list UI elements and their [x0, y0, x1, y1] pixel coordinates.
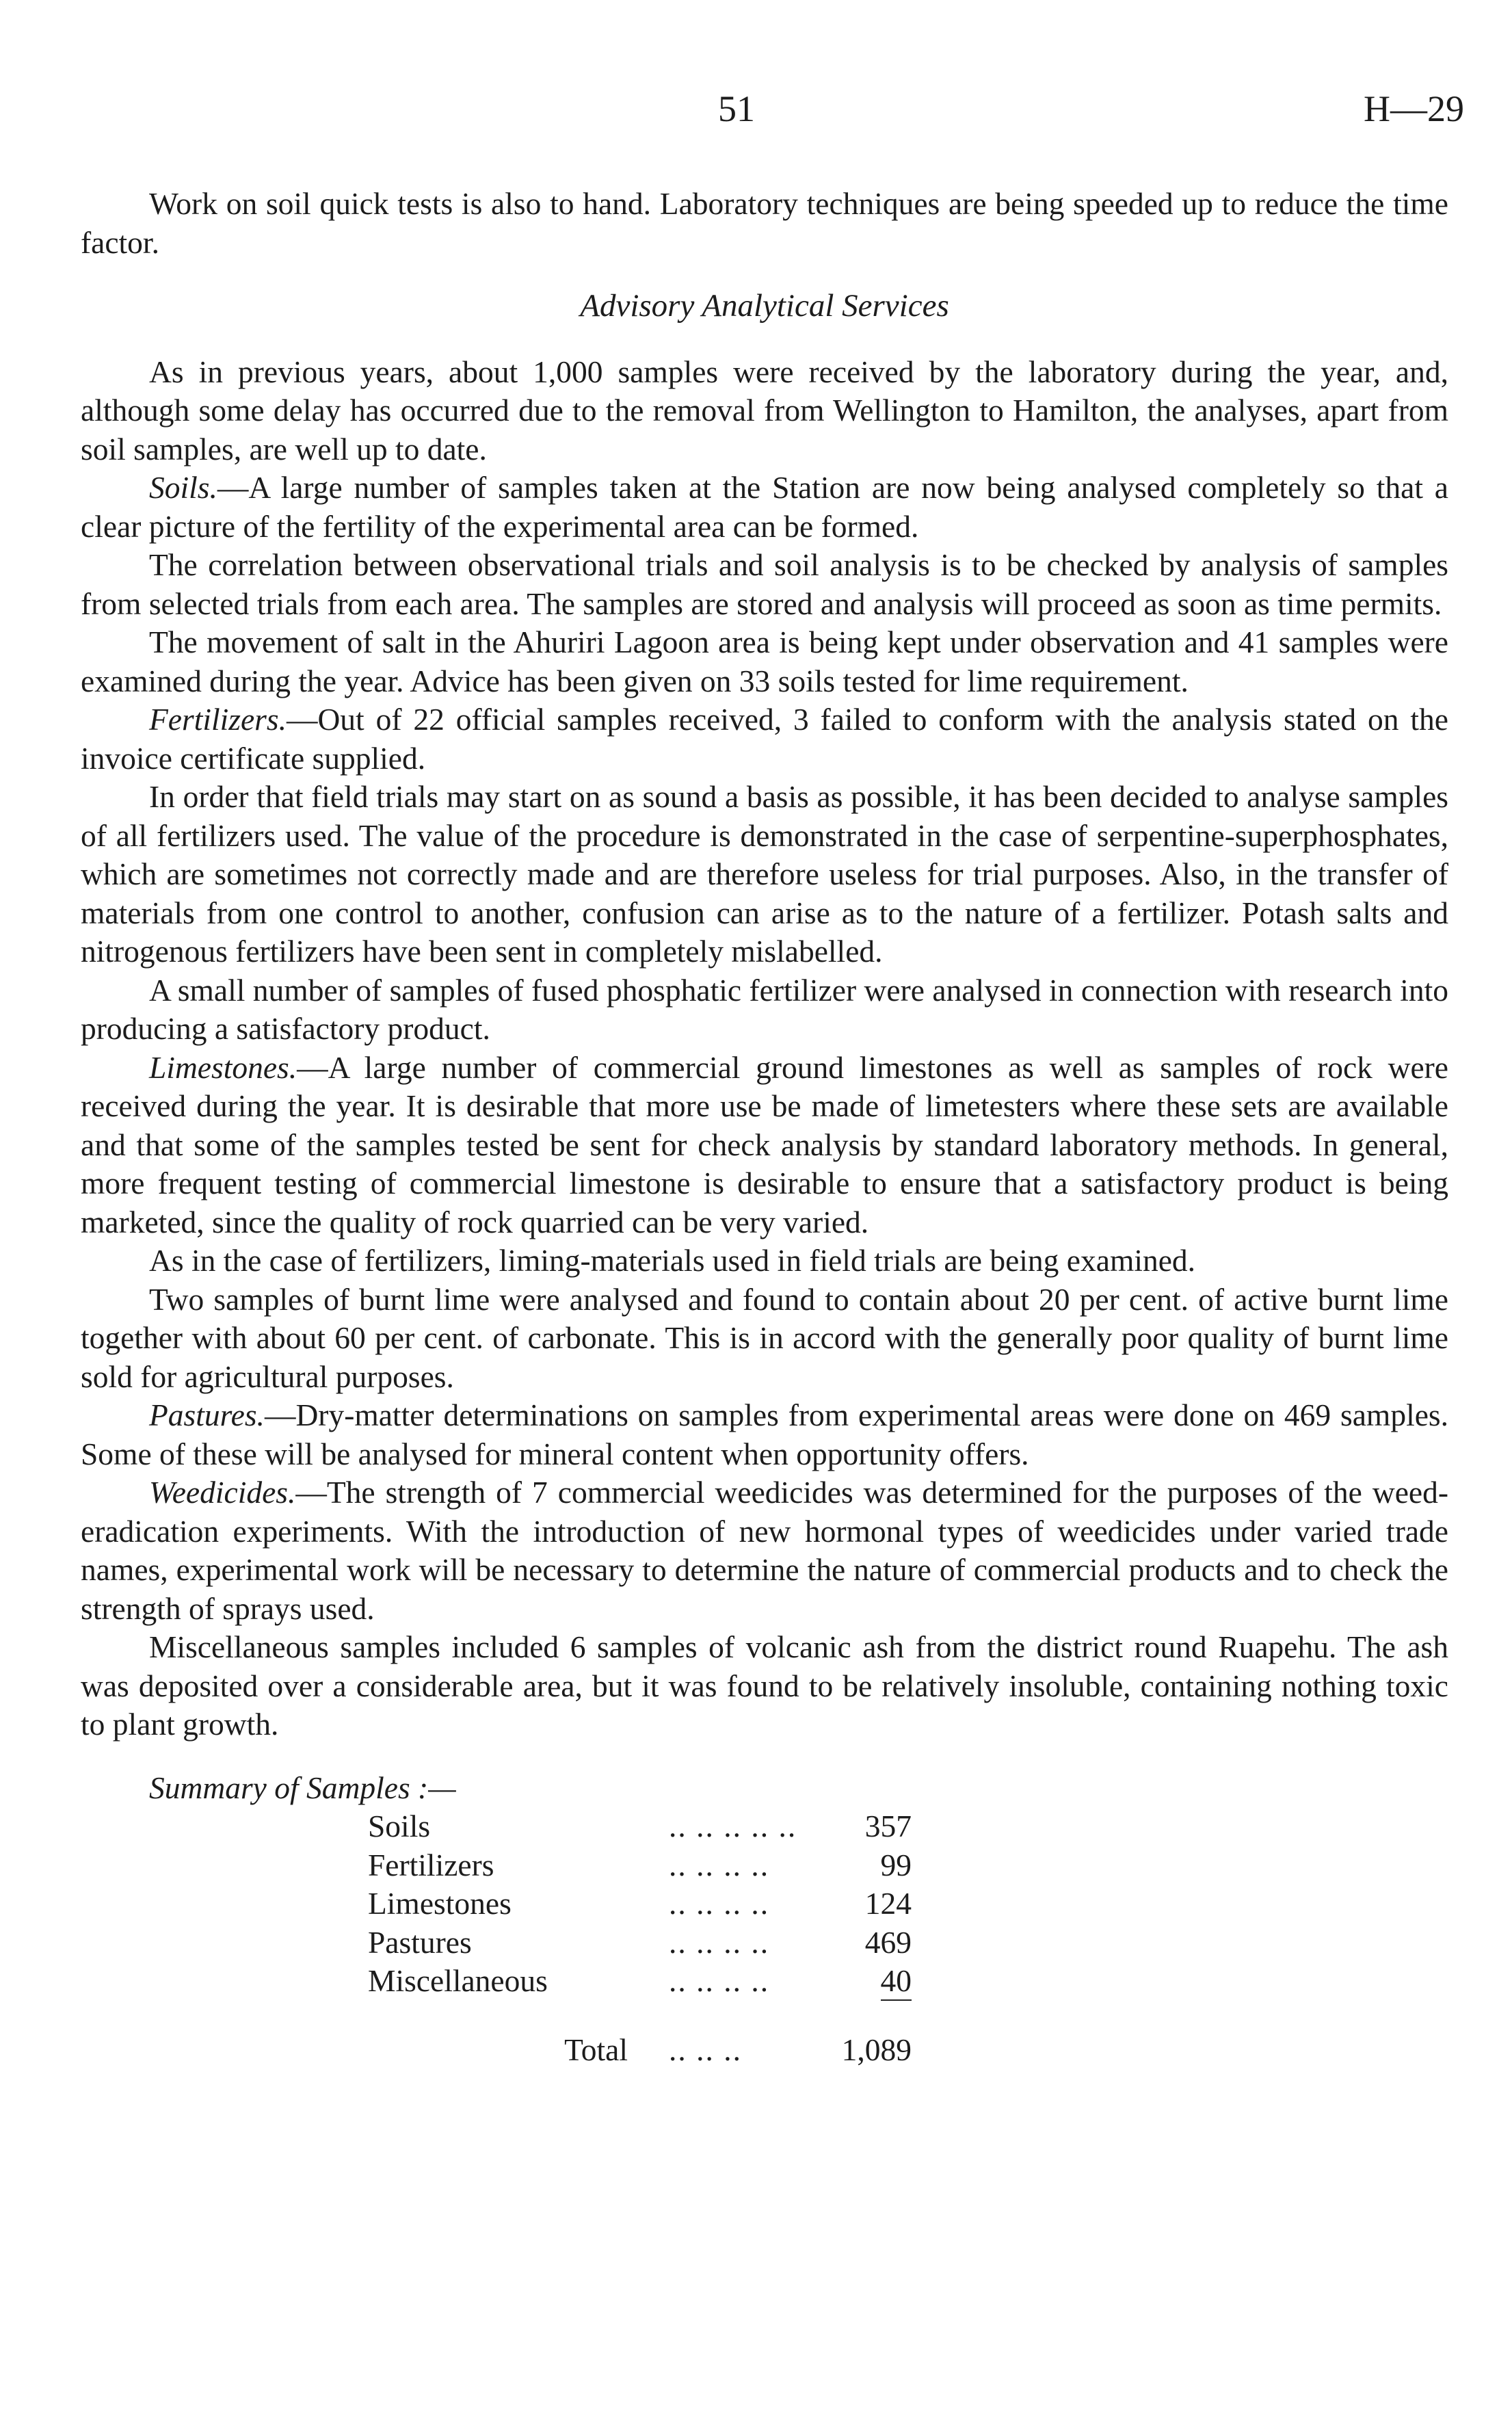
- row-label: Limestones: [368, 1886, 512, 1921]
- document-reference: H—29: [1364, 88, 1464, 129]
- run-in-heading: Soils.: [149, 470, 217, 505]
- paragraph-text: —A large number of samples taken at the Station are now being analysed completely so that a clear picture of the fertility of the experimental area can be formed.: [81, 470, 1448, 544]
- paragraph: [81, 1396, 1448, 1473]
- table-row: [368, 1807, 912, 1846]
- leader-dots: .. .. .. .. ..: [669, 1809, 797, 1843]
- paragraph: [81, 778, 1448, 971]
- table-row: [368, 1846, 912, 1885]
- paragraph-text: Miscellaneous samples included 6 samples of volcanic ash from the district round Ruapehu. The ash was deposited over a considerable area, but it was found to be relatively insoluble, containing nothing toxic to plant growth.: [81, 1629, 1448, 1742]
- summary-title: Summary of Samples :—: [149, 1770, 456, 1805]
- paragraph-text: A small number of samples of fused phosphatic fertilizer were analysed in connection with research into producing a satisfactory product.: [81, 972, 1448, 1046]
- paragraph-text: —The strength of 7 commercial weedicides was determined for the purposes of the weed-eradication experiments. With the introduction of new hormonal types of weedicides under varied trade names, experimental work will be necessary to determine the nature of commercial products and to check the strength of sprays used.: [81, 1475, 1448, 1626]
- table-row: [368, 1923, 912, 1962]
- paragraph-text: —Out of 22 official samples received, 3 failed to conform with the analysis stated on the invoice certificate supplied.: [81, 702, 1448, 776]
- row-value-text: 40: [881, 1963, 912, 2001]
- intro-paragraph: Work on soil quick tests is also to hand. Laboratory techniques are being speeded up to reduce the time factor.: [81, 186, 1448, 260]
- paragraph: [81, 1049, 1448, 1242]
- paragraph-text: Two samples of burnt lime were analysed and found to contain about 20 per cent. of active burnt lime together with about 60 per cent. of carbonate. This is in accord with the generally poor quality of burnt lime sold for agricultural purposes.: [81, 1281, 1448, 1394]
- row-label: Pastures: [368, 1924, 472, 1960]
- paragraph: [81, 469, 1448, 546]
- paragraph-text: The movement of salt in the Ahuriri Lagoon area is being kept under observation and 41 samples were examined during the year. Advice has been given on 33 soils tested for lime requirement.: [81, 625, 1448, 698]
- paragraph: [81, 971, 1448, 1049]
- paragraph: [81, 700, 1448, 778]
- paragraph-text: The correlation between observational trials and soil analysis is to be checked by analysis of samples from selected trials from each area. The samples are stored and analysis will proceed as soon as time permits.: [81, 547, 1448, 621]
- total-label: Total: [564, 2032, 628, 2067]
- paragraph: [81, 546, 1448, 623]
- paragraph-text: As in previous years, about 1,000 samples were received by the laboratory during the year, and, although some delay has occurred due to the removal from Wellington to Hamilton, the analyses, apart from soil samples, are well up to date.: [81, 354, 1448, 467]
- paragraph: [81, 1628, 1448, 1744]
- paragraph-text: In order that field trials may start on as sound a basis as possible, it has been decided to analyse samples of all fertilizers used. The value of the procedure is demonstrated in the case of serpentine-superphosphates, which are sometimes not correctly made and are therefore useless for trial purposes. Also, in the transfer of materials from one control to another, confusion can arise as to the nature of a fertilizer. Potash salts and nitrogenous fertilizers have been sent in completely mislabelled.: [81, 779, 1448, 969]
- leader-dots: .. .. .. ..: [669, 1924, 770, 1960]
- paragraph: [81, 353, 1448, 469]
- row-value: 469: [864, 1924, 912, 1960]
- total-value: 1,089: [841, 2032, 912, 2067]
- run-in-heading: Pastures.: [149, 1397, 265, 1432]
- leader-dots: .. .. .. ..: [669, 1847, 770, 1882]
- row-value: 357: [864, 1809, 912, 1843]
- paragraph: [81, 623, 1448, 700]
- page-body: [81, 185, 1448, 2069]
- table-row: [368, 1885, 912, 1923]
- leader-dots: .. .. .. ..: [669, 1886, 770, 1921]
- page-number: 51: [718, 88, 755, 129]
- paragraph-text: As in the case of fertilizers, liming-materials used in field trials are being examined.: [149, 1243, 1196, 1278]
- leader-dots: .. .. .. ..: [669, 1963, 770, 1998]
- run-in-heading: Weedicides.: [149, 1475, 296, 1510]
- row-label: Miscellaneous: [368, 1963, 548, 1998]
- row-label: Soils: [368, 1809, 431, 1843]
- section-heading: Advisory Analytical Services: [580, 288, 949, 324]
- row-value: 124: [864, 1886, 912, 1921]
- summary-table: [368, 1807, 912, 2069]
- paragraph-text: —Dry-matter determinations on samples from experimental areas were done on 469 samples. Some of these will be analysed for mineral content when opportunity offers.: [81, 1397, 1448, 1471]
- total-row: [368, 2001, 912, 2070]
- row-value: [819, 1962, 912, 2001]
- table-row: [368, 1962, 912, 2001]
- run-in-heading: Limestones.: [149, 1049, 297, 1085]
- leader-dots: .. .. ..: [669, 2032, 742, 2067]
- paragraph: [81, 1281, 1448, 1397]
- row-value: 99: [880, 1847, 912, 1882]
- paragraph: [81, 1242, 1448, 1281]
- row-label: Fertilizers: [368, 1847, 494, 1882]
- run-in-heading: Fertilizers.: [149, 702, 287, 737]
- paragraph: [81, 1473, 1448, 1628]
- paragraph-text: —A large number of commercial ground limestones as well as samples of rock were received during the year. It is desirable that more use be made of limetesters where these sets are available and that some of the samples tested be sent for check analysis by standard laboratory methods. In general, more frequent testing of commercial limestone is desirable to ensure that a satisfactory product is being marketed, since the quality of rock quarried can be very varied.: [81, 1049, 1448, 1239]
